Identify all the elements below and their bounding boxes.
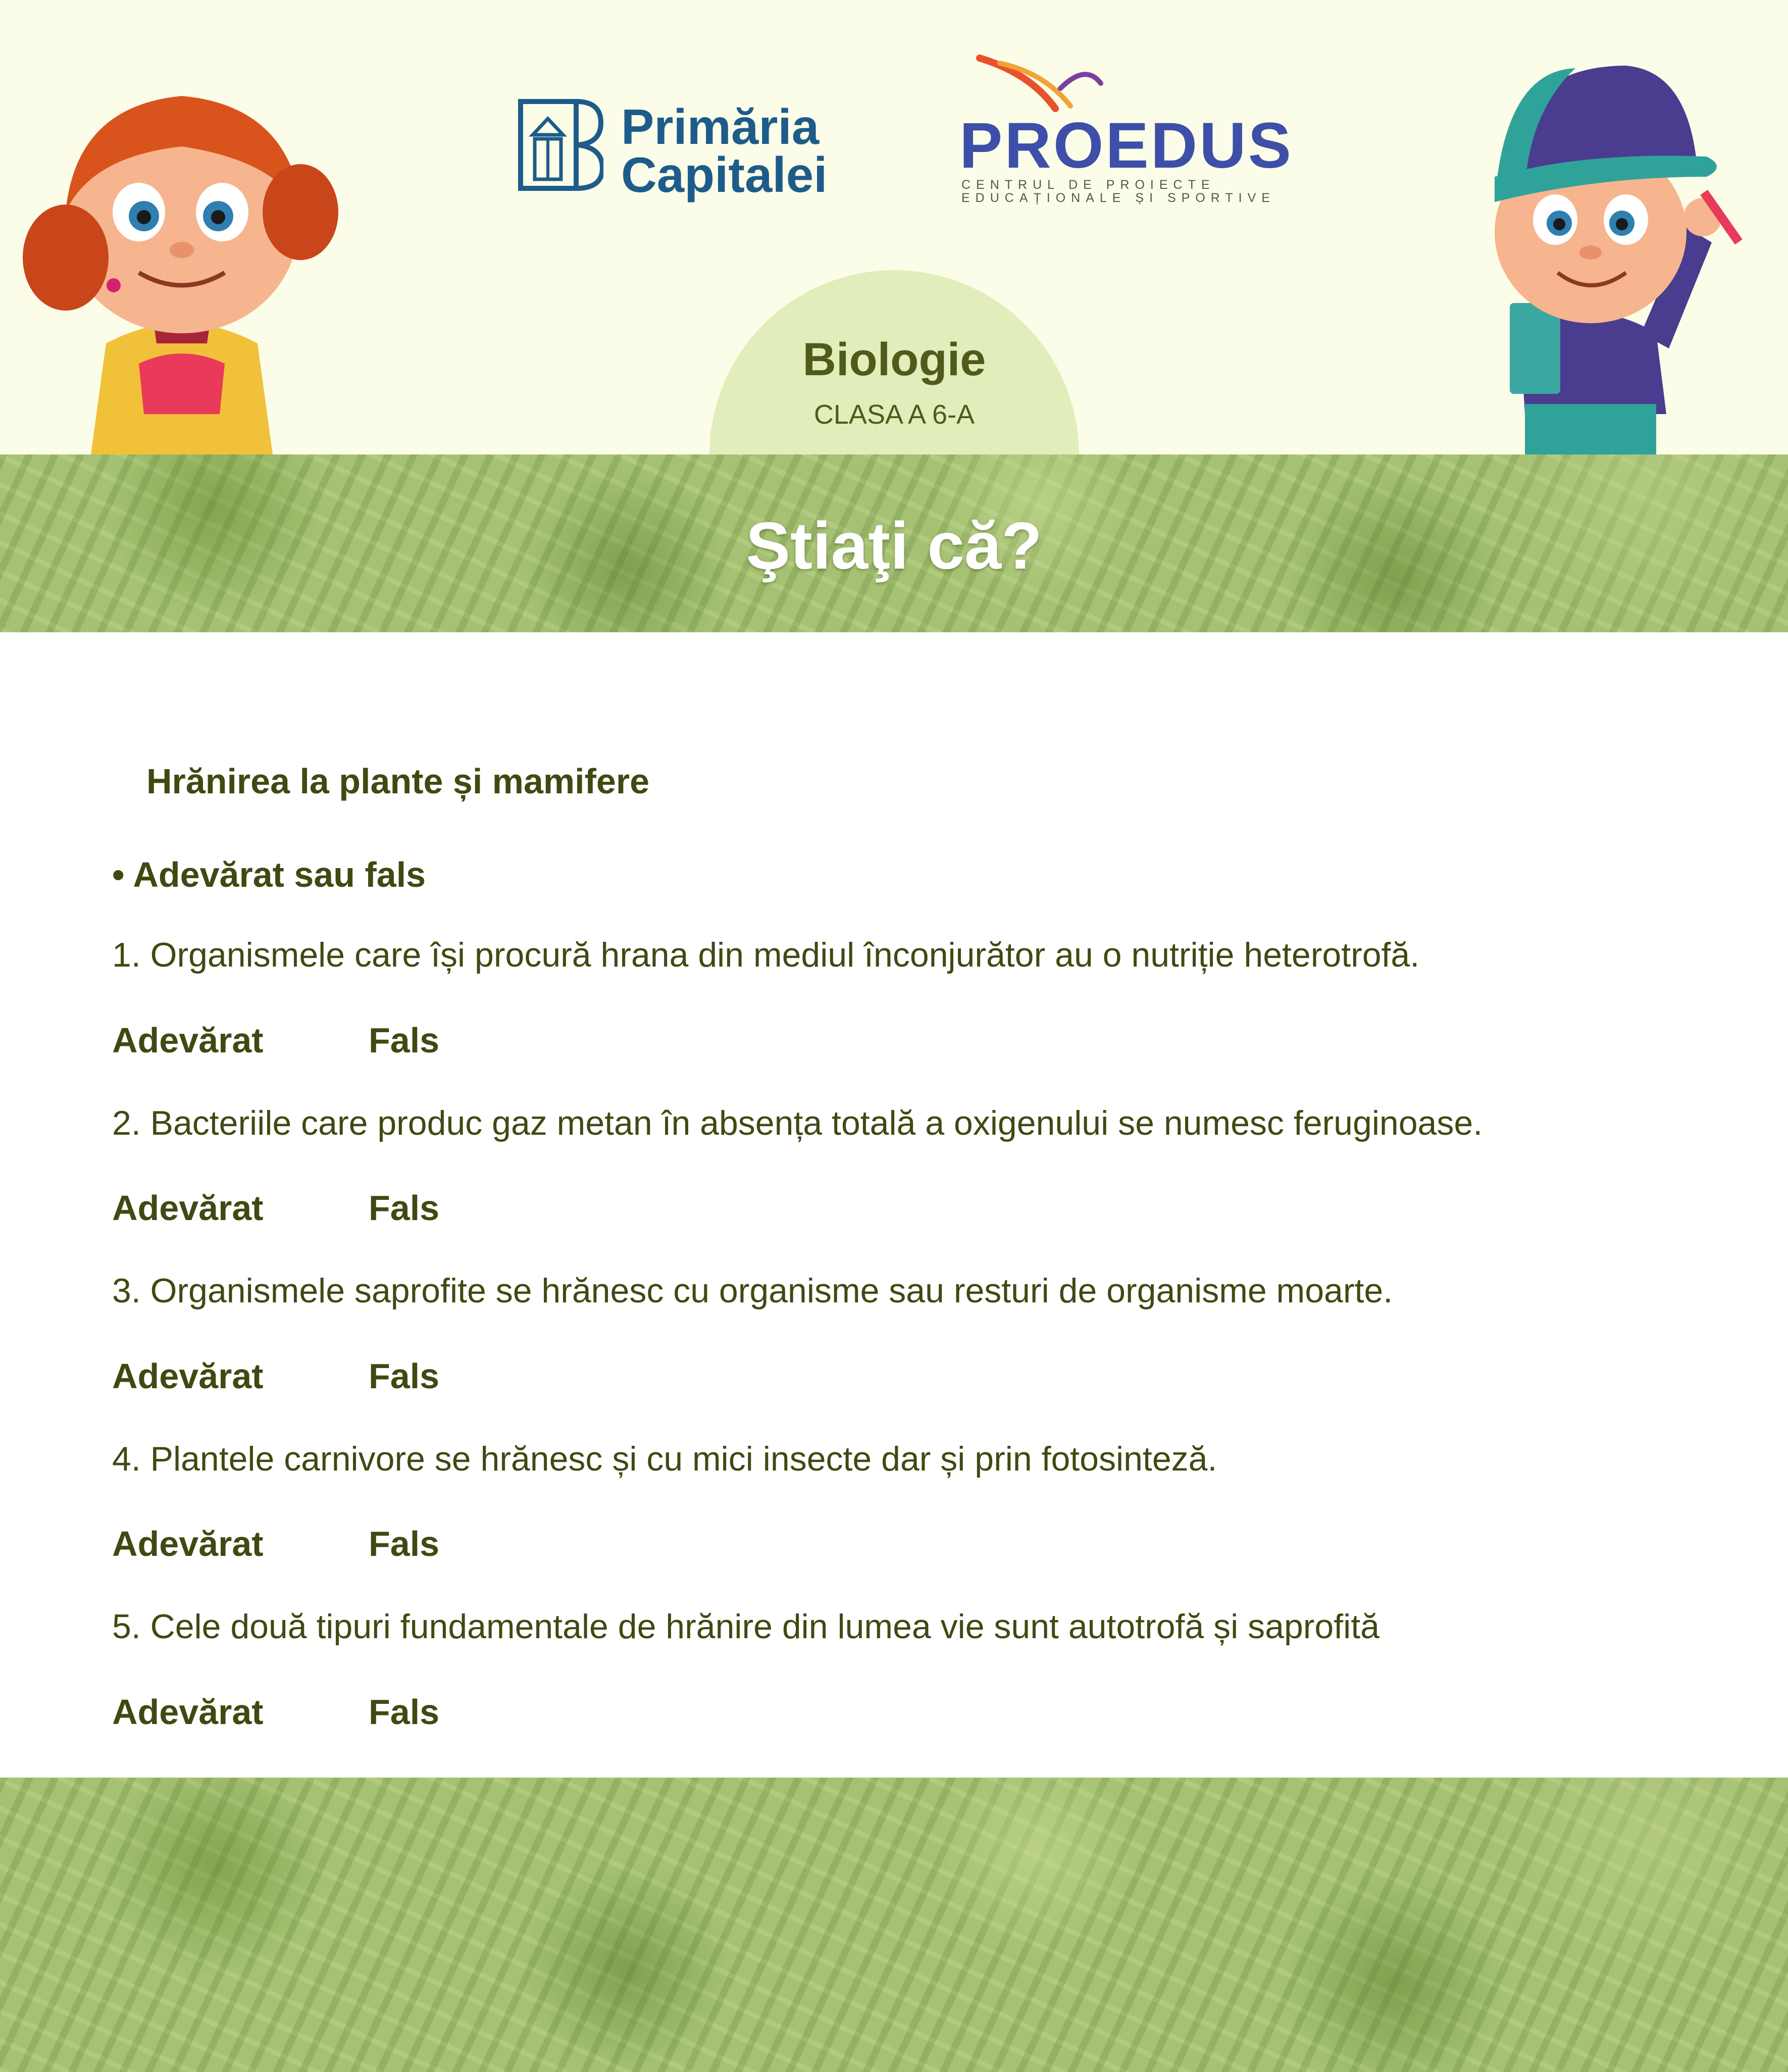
question-text: 3. Organismele saprofite se hrănesc cu organisme sau resturi de organisme moarte. xyxy=(112,1272,1393,1310)
primaria-logo-line2: Capitalei xyxy=(621,147,828,203)
answer-true-option[interactable]: Adevărat xyxy=(112,1692,264,1732)
answer-true-option[interactable]: Adevărat xyxy=(112,1356,264,1396)
plant-cell-microscopy-texture xyxy=(0,454,1788,632)
proedus-tagline-line1: CENTRUL DE PROIECTE xyxy=(961,178,1215,192)
plant-cell-microscopy-texture-bottom xyxy=(0,1778,1788,2072)
subject-title: Biologie xyxy=(802,334,986,385)
question-text: 2. Bacteriile care produc gaz metan în absența totală a oxigenului se numesc feruginoase. xyxy=(112,1104,1483,1142)
answer-true-option[interactable]: Adevărat xyxy=(112,1188,264,1228)
proedus-wordmark: PROEDUS xyxy=(959,110,1293,182)
question-text: 5. Cele două tipuri fundamentale de hrănire din lumea vie sunt autotrofă și saprofită xyxy=(112,1607,1380,1646)
answer-false-option[interactable]: Fals xyxy=(369,1692,440,1732)
boy-character-illustration xyxy=(1474,50,1757,454)
answer-false-option[interactable]: Fals xyxy=(369,1356,440,1396)
answer-false-option[interactable]: Fals xyxy=(369,1021,440,1060)
question-text: 4. Plantele carnivore se hrănesc și cu mici insecte dar și prin fotosinteză. xyxy=(112,1440,1217,1478)
class-level: CLASA A 6-A xyxy=(813,399,975,430)
banner-title: Ştiaţi că? xyxy=(746,509,1042,583)
question-text: 1. Organismele care își procură hrana din mediul înconjurător au o nutriție heterotrofă. xyxy=(112,936,1420,974)
girl-character-illustration xyxy=(20,61,348,454)
worksheet-content xyxy=(0,632,1788,1778)
answer-true-option[interactable]: Adevărat xyxy=(112,1524,264,1563)
primaria-logo-line1: Primăria xyxy=(621,99,820,155)
page-header xyxy=(0,0,1788,454)
answer-false-option[interactable]: Fals xyxy=(369,1188,440,1228)
answer-false-option[interactable]: Fals xyxy=(369,1524,440,1563)
section-title: • Adevărat sau fals xyxy=(112,855,426,894)
proedus-tagline-line2: EDUCAȚIONALE ȘI SPORTIVE xyxy=(961,191,1275,205)
answer-true-option[interactable]: Adevărat xyxy=(112,1021,264,1060)
worksheet-topic: Hrănirea la plante și mamifere xyxy=(146,762,649,801)
proedus-logo xyxy=(959,53,1293,205)
primaria-capitalei-logo xyxy=(518,98,846,205)
flame-feather-icon xyxy=(969,53,1121,114)
